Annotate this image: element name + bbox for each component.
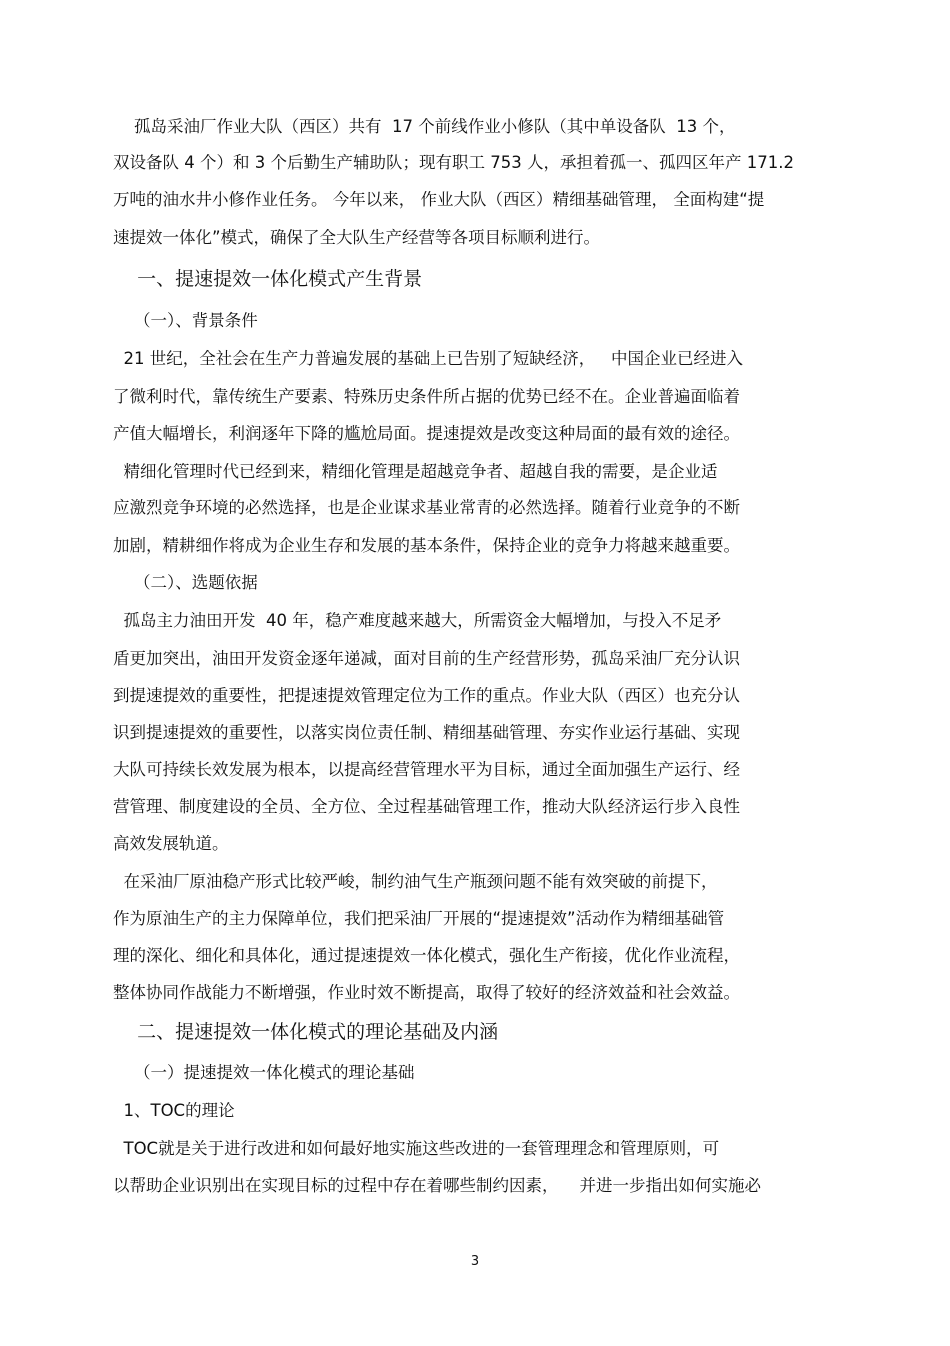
subsection-heading: （一）、背景条件 [113, 311, 258, 330]
paragraph-line: 应激烈竞争环境的必然选择，也是企业谋求基业常青的必然选择。随着行业竞争的不断 [113, 498, 740, 517]
subsection-heading: 1、TOC的理论 [113, 1101, 235, 1120]
paragraph-line: 盾更加突出，油田开发资金逐年递减，面对目前的生产经营形势，孤岛采油厂充分认识 [113, 649, 740, 668]
paragraph-line: 产值大幅增长，利润逐年下降的尴尬局面。提速提效是改变这种局面的最有效的途径。 [113, 424, 740, 443]
paragraph-line: 到提速提效的重要性，把提速提效管理定位为工作的重点。作业大队（西区）也充分认 [113, 686, 740, 705]
subsection-heading: （二）、选题依据 [113, 573, 258, 592]
paragraph-line: TOC就是关于进行改进和如何最好地实施这些改进的一套管理理念和管理原则，可 [113, 1139, 720, 1158]
paragraph-line: 高效发展轨道。 [113, 834, 229, 853]
paragraph-line: 了微利时代，靠传统生产要素、特殊历史条件所占据的优势已经不在。企业普遍面临着 [113, 387, 740, 406]
paragraph-line: 大队可持续长效发展为根本，以提高经营管理水平为目标，通过全面加强生产运行、经 [113, 760, 740, 779]
paragraph-line: 整体协同作战能力不断增强，作业时效不断提高，取得了较好的经济效益和社会效益。 [113, 983, 740, 1002]
paragraph-line: 加剧，精耕细作将成为企业生存和发展的基本条件，保持企业的竞争力将越来越重要。 [113, 536, 740, 555]
paragraph-line: 孤岛主力油田开发 40 年，稳产难度越来越大，所需资金大幅增加，与投入不足矛 [113, 611, 722, 630]
paragraph-line: 孤岛采油厂作业大队（西区）共有 17 个前线作业小修队（其中单设备队 13 个， [113, 117, 736, 136]
paragraph-line: 万吨的油水井小修作业任务。 今年以来， 作业大队（西区）精细基础管理， 全面构建“提 [113, 190, 765, 209]
section-heading: 一、提速提效一体化模式产生背景 [113, 268, 423, 290]
paragraph-line: 在采油厂原油稳产形式比较严峻，制约油气生产瓶颈问题不能有效突破的前提下， [113, 872, 718, 891]
paragraph-line: 双设备队 4 个）和 3 个后勤生产辅助队；现有职工 753 人，承担着孤一、孤四区年产 171.2 [113, 153, 794, 172]
paragraph-line: 速提效一体化”模式，确保了全大队生产经营等各项目标顺利进行。 [113, 228, 601, 247]
paragraph-line: 21 世纪，全社会在生产力普遍发展的基础上已告别了短缺经济， 中国企业已经进入 [113, 349, 743, 368]
paragraph-line: 识到提速提效的重要性，以落实岗位责任制、精细基础管理、夯实作业运行基础、实现 [113, 723, 740, 742]
paragraph-line: 营管理、制度建设的全员、全方位、全过程基础管理工作，推动大队经济运行步入良性 [113, 797, 740, 816]
paragraph-line: 理的深化、细化和具体化，通过提速提效一体化模式，强化生产衔接，优化作业流程， [113, 946, 740, 965]
paragraph-line: 作为原油生产的主力保障单位，我们把采油厂开展的“提速提效”活动作为精细基础管 [113, 909, 725, 928]
subsection-heading: （一）提速提效一体化模式的理论基础 [113, 1063, 415, 1082]
page-number: 3 [470, 1254, 480, 1269]
section-heading: 二、提速提效一体化模式的理论基础及内涵 [113, 1021, 499, 1043]
paragraph-line: 精细化管理时代已经到来，精细化管理是超越竞争者、超越自我的需要，是企业适 [113, 462, 718, 481]
paragraph-line: 以帮助企业识别出在实现目标的过程中存在着哪些制约因素， 并进一步指出如何实施必 [113, 1176, 761, 1195]
